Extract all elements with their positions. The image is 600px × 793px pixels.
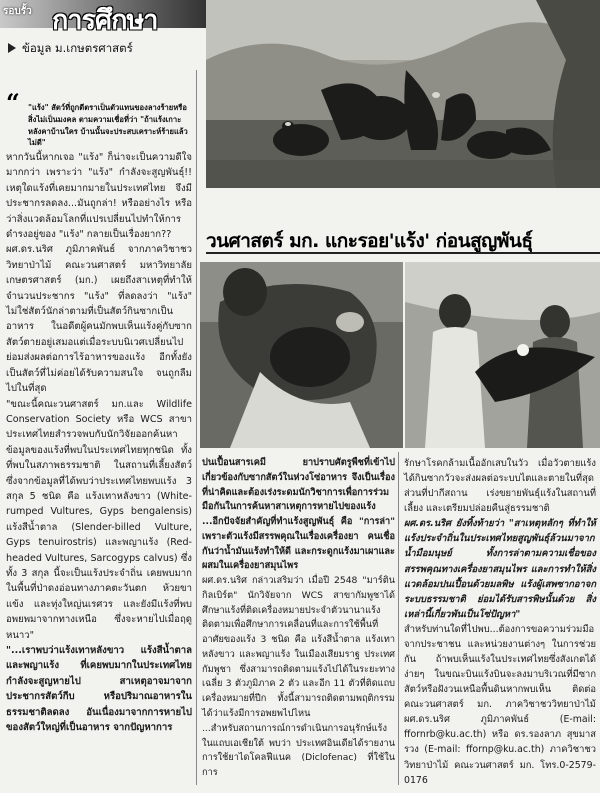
column-2 [202, 456, 395, 781]
col1-paragraph-4: "...เราพบว่าแร้งเทาหลังขาว แร้งสีน้ำตาลและพญาแร้ง ที่เคยพบมากในประเทศไทยกำลังจะสูญหายไป สาเหตุอาจมาจากประชากรสัตว์กีบ หรือปริมาณอาหารในธรรมชาติลดลง อันเนื่องมาจากการหายไปของสัตว์ใหญ่ที่เป็นอาหาร จากปัญหาการ [6, 645, 192, 734]
col3-paragraph-2: ผศ.ดร.นริศ ยังทิ้งท้ายว่า "สาเหตุหลักๆ ที่ทำให้แร้งประจำถิ่นในประเทศไทยสูญพันธุ์ล้วนมาจากน้ำมือมนุษย์ ทั้งการล่าตามความเชื่อของสรรพคุณทางเครื่องยาสมุนไพร และการทำให้สิ่งแวดล้อมปนเปื้อนด้วยมลพิษ แร้งผู้เสพซากอาจกระบบธรรมชาติ ย่อมได้รับสารพิษนั้นด้วย สิ่งเหล่านี้เกี่ยวพันเป็นโซ่ปัญหา" [404, 518, 596, 620]
headline: วนศาสตร์ มก. แกะรอย'แร้ง' ก่อนสูญพันธุ์ [206, 230, 533, 252]
section-title: การศึกษา [52, 5, 158, 36]
section-kicker: รอบรั้ว [3, 6, 32, 17]
col2-paragraph-4: ...สำหรับสถานการณ์การดำเนินการอนุรักษ์แร้งในแถบเอเชียใต้ พบว่า ประเทศอินเดียได้รายงานการใช้ยาไดโคลฟีแนค (Diclofenac) ที่ใช้ในการ [202, 722, 395, 779]
vultures-feeding-photo [206, 0, 600, 188]
researcher-holding-vulture-photo [200, 262, 403, 448]
byline-arrow-icon [8, 43, 16, 53]
col2-paragraph-1: ปนเปื้อนสารเคมี ยาปราบศัตรูพืชที่เข้าไปเกี่ยวข้องกับซากสัตว์ในห่วงโซ่อาหาร จึงเป็นเรื่องที่น่าคิดและต้องเร่งระดมนักวิชาการเพื่อการร่วมมือกันในการค้นหาสาเหตุการหายไปของแร้ง [202, 457, 395, 513]
col2-paragraph-2: ...อีกปัจจัยสำคัญที่ทำแร้งสูญพันธุ์ คือ "การล่า" เพราะตัวแร้งมีสรรพคุณในเรื่องเครื่องยา คนเชื่อกันว่าน้ำมันแร้งทำให้ดี และกระดูกแร้งมาเผาและผสมในเครื่องยาสมุนไพร [202, 516, 395, 572]
col3-paragraph-3: สำหรับท่านใดที่ไปพบ...ต้องการขอความร่วมมือจากประชาชน และหน่วยงานต่างๆ ในการช่วยกัน ถ้าพบเห็นแร้งในประเทศไทยซึ่งสังเกตได้ง่ายๆ ในขณะบินแร้งบินจะลงมาบริเวณที่มีซากสัตว์หรือฝังวนเหนือพื้นดินหากพบเห็น ติดต่อคณะวนศาสตร์ มก. ภาควิชาชววิทยาป่าไม้ ผศ.ดร.นริศ ภูมิภาคพันธ์ (E-mail: ffornrb@ku.ac.th) หรือ ดร.รองลาภ สุขมาสรวง (E-mail: ffornp@ku.ac.th) ภาควิชาชววิทยาป่าไม้ คณะวนศาสตร์ มก. โทร.0-2579-0176 [404, 623, 596, 786]
column-3 [404, 456, 596, 788]
researchers-with-tagged-vulture-photo [405, 262, 600, 448]
col1-paragraph-3: "ขณะนี้คณะวนศาสตร์ มก.และ Wildlife Conservation Society หรือ WCS สาขาประเทศไทยสำรวจพบกับนักวิจัยออกค้นหาข้อมูลของแร้งที่พบในประเทศไทยทุกชนิด ทั้งที่พบในสภาพธรรมชาติ ในสถานที่เลี้ยงสัตว์ ซึ่งจากข้อมูลที่ได้พบว่าประเทศไทยพบแร้ง 3 สกุล 5 ชนิด คือ แร้งเทาหลังขาว (White-rumped Vultures, Gyps bengalensis) แร้งสีน้ำตาล (Slender-billed Vulture, Gyps tenuirostris) และพญาแร้ง (Red-headed Vultures, Sarcogyps calvus) ซึ่งทั้ง 3 สกุล นี้จะเป็นแร้งประจำถิ่น เคยพบมากในพื้นที่ป่าดงอ่อนทางภาคตะวันตก ห้วยขาแข้ง และทุ่งใหญ่นเรศวร และยังมีแร้งที่พบอพยพมาจากทางเหนือ ซึ่งจะหายไปเมื่อฤดูหนาว" [6, 398, 192, 641]
byline: ข้อมูล ม.เกษตรศาสตร์ [22, 41, 133, 55]
column-rule-right [398, 452, 399, 785]
headline-rule [206, 252, 600, 254]
col1-paragraph-1: หากวันนี้หากเจอ "แร้ง" ก็น่าจะเป็นความดีใจมากกว่า เพราะว่า "แร้ง" กำลังจะสูญพันธุ์!! เหตุใดแร้งที่เคยมากมายในประเทศไทย จึงมีประชากรลดลง...มันถูกล่า! หรืออย่างไร หรือว่าสิ่งแวดล้อมโลกที่แปรเปลี่ยนไปทำให้การดำรงอยู่ของ "แร้ง" กลายเป็นเรื่องยาก?? [6, 152, 192, 241]
col1-paragraph-2: ผศ.ดร.นริศ ภูมิภาคพันธ์ จากภาควิชาชววิทยาป่าไม้ คณะวนศาสตร์ มหาวิทยาลัยเกษตรศาสตร์ (มก.) เผยถึงสาเหตุที่ทำให้จำนวนประชากร "แร้ง" ที่ลดลงว่า "แร้ง" ไม่ใช่สัตว์นักล่าตามที่เป็นสัตว์กินซากเป็นอาหาร ในอดีตผู้คนมักพบเห็นแร้งคู่กับซากสัตว์ตายอยู่เสมอแต่เมื่อระบบนิเวศเปลี่ยนไปย่อมส่งผลต่อการไร้อาหารของแร้ง อีกทั้งยังเป็นสัตว์ที่ไม่ค่อยได้รับความสนใจ จนถูกลืมไปในที่สุด [6, 244, 192, 395]
section-header [0, 0, 206, 36]
column-1 [6, 150, 192, 735]
column-rule-left [196, 70, 197, 785]
lead-paragraph: "แร้ง" สัตว์ที่ถูกตีตราเป็นตัวแทนของลางร้ายหรือสิ่งไม่เป็นมงคล ตามความเชื่อที่ว่า "ถ้าแร้งเกาะหลังคาบ้านใคร บ้านนั้นจะประสบเคราะห์ร้ายแล้วไม่ดี" [28, 103, 188, 148]
col2-paragraph-3: ผศ.ดร.นริศ กล่าวเสริมว่า เมื่อปี 2548 "มาร์ติน กิลเบิร์ต" นักวิจัยจาก WCS สาขากัมพูชาได้ศึกษาแร้งที่ติดเครื่องหมายประจำตัวนานาแร้งติดตามเพื่อศึกษาการเคลื่อนที่และการใช้พื้นที่อาศัยของแร้ง 3 ชนิด คือ แร้งสีน้ำตาล แร้งเทาหลังขาว และพญาแร้ง ในเมืองเสียมราฐ ประเทศกัมพูชา ซึ่งสามารถติดตามแร้งไปได้ในระยะทางเฉลี่ย 3 ตัวภูมิภาค 2 ตัว และอีก 11 ตัวที่ติดแถบเครื่องหมายที่ปีก ทั้งนี้สามารถติดตามพฤติกรรมได้ว่าแร้งมีการอพยพไปไหน [202, 575, 395, 720]
col3-paragraph-1: รักษาโรคกล้ามเนื้ออักเสบในวัว เมื่อวัวตายแร้งได้กินซากวัวจะส่งผลต่อระบบไตและตายในที่สุด ส่วนที่ปากีสถาน เร่งขยายพันธุ์แร้งในสถานที่เลี้ยง และเตรียมปล่อยคืนสู่ธรรมชาติ [404, 458, 596, 515]
quote-mark-icon: “ [6, 88, 20, 117]
